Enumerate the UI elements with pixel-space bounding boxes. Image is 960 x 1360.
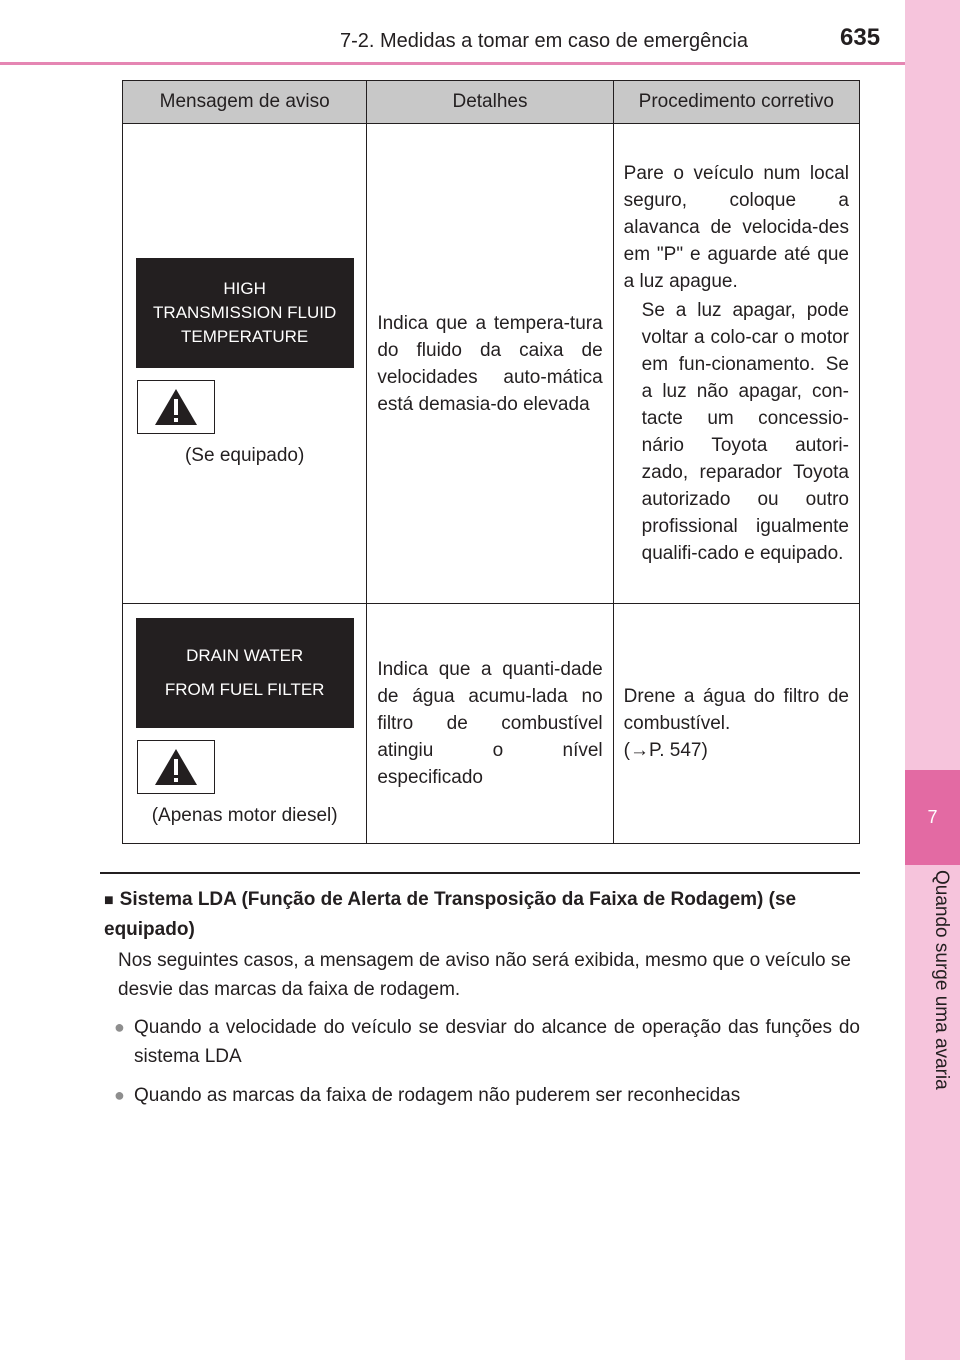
lda-body-text: Nos seguintes casos, a mensagem de aviso não será exibida, mesmo que o veículo se desvie das marcas da faixa de rodagem. — [118, 950, 851, 1000]
header-warning-message: Mensagem de aviso — [123, 81, 367, 124]
procedure-cell — [613, 124, 859, 604]
details-cell — [367, 124, 613, 604]
header-rule — [0, 62, 905, 65]
chapter-label: Quando surge uma avaria — [931, 870, 952, 1090]
equipment-note: (Apenas motor diesel) — [151, 805, 338, 826]
table-row — [123, 604, 860, 844]
list-item-text: Quando as marcas da faixa de rodagem não puderem ser reconhecidas — [134, 1085, 741, 1106]
header-details: Detalhes — [367, 81, 613, 124]
table-row — [123, 124, 860, 604]
procedure-text: Pare o veículo num local seguro, coloque a alavanca de velocida-des em "P" e aguarde até que a luz apague. — [623, 163, 849, 292]
warning-triangle-icon — [137, 740, 215, 794]
page-reference-link[interactable]: (→P. 547) — [623, 740, 708, 761]
warning-message-table — [122, 80, 860, 844]
bullet-dot-icon: ● — [114, 1085, 125, 1105]
chapter-tab[interactable]: 7 — [905, 770, 960, 865]
side-band — [905, 0, 960, 1360]
message-line: TEMPERATURE — [181, 327, 309, 346]
section-title: 7-2. Medidas a tomar em caso de emergência — [340, 30, 748, 52]
message-line: FROM FUEL FILTER — [164, 680, 325, 699]
procedure-text: Drene a água do filtro de combustível. — [623, 686, 849, 734]
details-text: Indica que a quanti-dade de água acumu-lada no filtro de combustível atingiu o nível especificado — [377, 659, 603, 788]
table-header-row — [123, 81, 860, 124]
page-number: 635 — [840, 24, 881, 51]
equipment-note: (Se equipado) — [184, 445, 305, 466]
message-line: TRANSMISSION FLUID — [153, 303, 337, 322]
details-text: Indica que a tempera-tura do fluido da caixa de velocidades auto-mática está demasia-do elevada — [377, 312, 603, 415]
message-line: DRAIN WATER — [186, 646, 304, 665]
heading-text: Sistema LDA (Função de Alerta de Transposição da Faixa de Rodagem) (se equipado) — [104, 889, 797, 940]
lda-section-heading — [104, 885, 860, 944]
warning-message-cell — [123, 604, 367, 844]
warning-triangle-icon — [137, 380, 215, 434]
bullet-dot-icon: ● — [114, 1017, 125, 1037]
details-cell — [367, 604, 613, 844]
section-divider — [100, 872, 860, 874]
list-item — [114, 1013, 860, 1071]
display-message — [136, 618, 354, 728]
procedure-cell — [613, 604, 859, 844]
header-corrective-procedure: Procedimento corretivo — [613, 81, 859, 124]
message-line: HIGH — [223, 279, 266, 298]
warning-message-cell — [123, 124, 367, 604]
procedure-subtext: Se a luz apagar, pode voltar a colo-car o motor em fun-cionamento. Se a luz não apagar, con-tacte um concessio-nário Toyota autori-zado, reparador Toyota autorizado ou outro profissional igualmente qualifi-cado e equipado. — [641, 300, 849, 564]
heading-square-icon: ■ — [104, 892, 114, 909]
display-message — [136, 258, 354, 368]
list-item — [114, 1081, 860, 1110]
lda-bullet-list — [114, 1013, 860, 1120]
list-item-text: Quando a velocidade do veículo se desviar do alcance de operação das funções do sistema LDA — [134, 1017, 860, 1067]
